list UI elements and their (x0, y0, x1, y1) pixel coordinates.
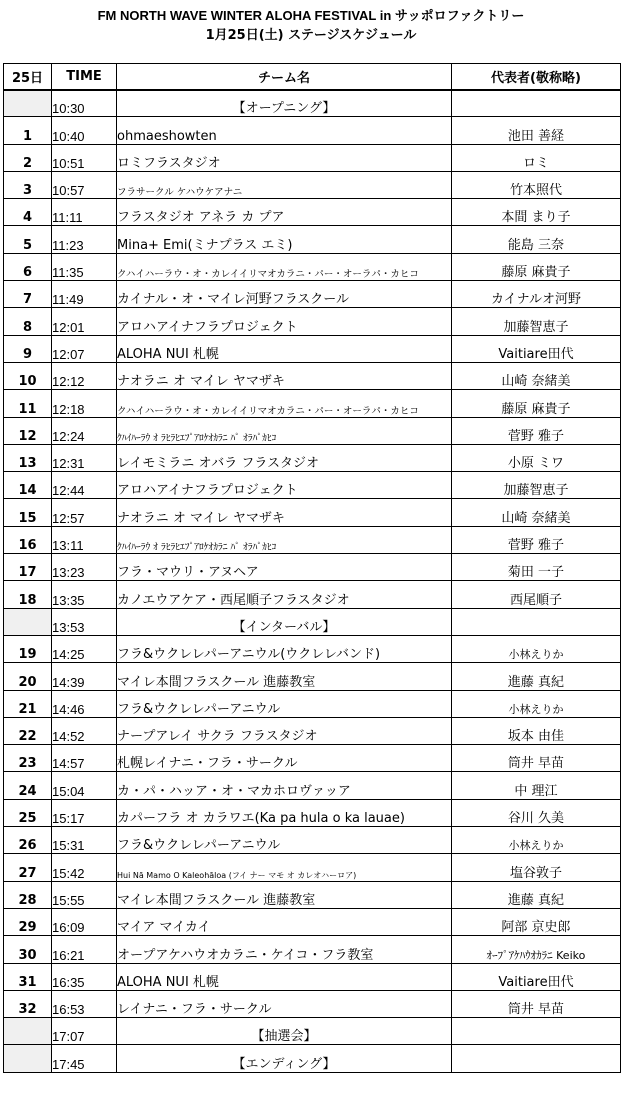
performance-time: 17:45 (52, 1045, 117, 1072)
table-row (4, 635, 621, 662)
performance-number: 30 (4, 936, 52, 963)
representative-name: 中 理江 (452, 772, 621, 799)
performance-number: 27 (4, 854, 52, 881)
team-name: ナオラニ オ マイレ ヤマザキ (117, 362, 452, 389)
performance-number: 24 (4, 772, 52, 799)
team-name: Hui Nā Mamo O Kaleohāloa (フイ ナー マモ オ カレオハーロア) (117, 854, 452, 881)
table-row (4, 281, 621, 308)
representative-name: 進藤 真紀 (452, 663, 621, 690)
performance-time: 14:25 (52, 635, 117, 662)
representative-name: 能島 三奈 (452, 226, 621, 253)
table-row (4, 226, 621, 253)
representative-name (452, 1018, 621, 1045)
team-name: 札幌レイナニ・フラ・サークル (117, 745, 452, 772)
team-name: カノエウアケア・西尾順子フラスタジオ (117, 581, 452, 608)
performance-number: 21 (4, 690, 52, 717)
performance-time: 10:57 (52, 171, 117, 198)
column-header-team: チーム名 (117, 64, 452, 90)
performance-number: 26 (4, 827, 52, 854)
table-row (4, 335, 621, 362)
table-row (4, 499, 621, 526)
representative-name: 西尾順子 (452, 581, 621, 608)
performance-number: 32 (4, 990, 52, 1017)
table-row (4, 171, 621, 198)
performance-time: 10:51 (52, 144, 117, 171)
performance-number: 20 (4, 663, 52, 690)
performance-time: 11:11 (52, 199, 117, 226)
table-row (4, 745, 621, 772)
representative-name: 坂本 由佳 (452, 717, 621, 744)
performance-number: 29 (4, 908, 52, 935)
performance-time: 12:24 (52, 417, 117, 444)
performance-time: 12:57 (52, 499, 117, 526)
performance-number: 1 (4, 117, 52, 144)
performance-time: 15:31 (52, 827, 117, 854)
performance-number: 7 (4, 281, 52, 308)
table-header-row (4, 64, 621, 90)
representative-name: 本間 まり子 (452, 199, 621, 226)
team-name: レイモミラニ オバラ フラスタジオ (117, 444, 452, 471)
table-row (4, 799, 621, 826)
team-name: レイナニ・フラ・サークル (117, 990, 452, 1017)
team-name: フラサークル ケハウケアナニ (117, 171, 452, 198)
performance-number: 9 (4, 335, 52, 362)
performance-number (4, 608, 52, 635)
table-row (4, 717, 621, 744)
representative-name: 菅野 雅子 (452, 526, 621, 553)
representative-name: 筒井 早苗 (452, 745, 621, 772)
representative-name (452, 608, 621, 635)
performance-number: 14 (4, 472, 52, 499)
performance-number (4, 1045, 52, 1072)
team-name: クハイハーラウ・オ・カレイイリマオカラニ・パー・オーラパ・カヒコ (117, 253, 452, 280)
performance-number: 5 (4, 226, 52, 253)
representative-name: カイナルオ河野 (452, 281, 621, 308)
team-name: カ・パ・ハッア・オ・マカホロヴァッア (117, 772, 452, 799)
representative-name: Vaitiare田代 (452, 335, 621, 362)
program-break-row (4, 1045, 621, 1072)
table-row (4, 472, 621, 499)
performance-time: 12:07 (52, 335, 117, 362)
performance-time: 11:35 (52, 253, 117, 280)
team-name: カイナル・オ・マイレ河野フラスクール (117, 281, 452, 308)
performance-time: 16:21 (52, 936, 117, 963)
representative-name: 竹本照代 (452, 171, 621, 198)
performance-time: 16:09 (52, 908, 117, 935)
representative-name: 筒井 早苗 (452, 990, 621, 1017)
representative-name: 塩谷敦子 (452, 854, 621, 881)
performance-number: 6 (4, 253, 52, 280)
representative-name: 加藤智恵子 (452, 308, 621, 335)
performance-time: 15:55 (52, 881, 117, 908)
performance-number: 13 (4, 444, 52, 471)
performance-number: 15 (4, 499, 52, 526)
table-row (4, 390, 621, 417)
performance-number: 16 (4, 526, 52, 553)
performance-number (4, 90, 52, 117)
representative-name (452, 1045, 621, 1072)
representative-name: 小林えりか (452, 690, 621, 717)
team-name: フラ&ウクレレパーアニウル (117, 690, 452, 717)
performance-number (4, 1018, 52, 1045)
performance-number: 11 (4, 390, 52, 417)
team-name: マイレ本間フラスクール 進藤教室 (117, 663, 452, 690)
table-row (4, 690, 621, 717)
column-header-day: 25日 (4, 64, 52, 90)
team-name: フラスタジオ アネラ カ プア (117, 199, 452, 226)
column-header-time: TIME (52, 64, 117, 90)
performance-number: 25 (4, 799, 52, 826)
performance-time: 11:23 (52, 226, 117, 253)
team-name: クハイハーラウ・オ・カレイイリマオカラニ・パー・オーラパ・カヒコ (117, 390, 452, 417)
performance-time: 14:39 (52, 663, 117, 690)
performance-number: 2 (4, 144, 52, 171)
representative-name: 菅野 雅子 (452, 417, 621, 444)
performance-time: 13:11 (52, 526, 117, 553)
performance-number: 17 (4, 554, 52, 581)
table-row (4, 144, 621, 171)
performance-number: 3 (4, 171, 52, 198)
performance-time: 10:30 (52, 90, 117, 117)
representative-name: 山崎 奈緒美 (452, 499, 621, 526)
event-title: FM NORTH WAVE WINTER ALOHA FESTIVAL in サッポロファクトリー (97, 8, 525, 23)
performance-number: 22 (4, 717, 52, 744)
representative-name: 加藤智恵子 (452, 472, 621, 499)
team-name: フラ・マウリ・アヌヘア (117, 554, 452, 581)
team-name: Mina+ Emi(ミナプラス エミ) (117, 226, 452, 253)
performance-time: 13:53 (52, 608, 117, 635)
team-name: オープアケハウオカラニ・ケイコ・フラ教室 (117, 936, 452, 963)
table-row (4, 936, 621, 963)
representative-name: ロミ (452, 144, 621, 171)
representative-name: 小林えりか (452, 827, 621, 854)
team-name: ALOHA NUI 札幌 (117, 335, 452, 362)
representative-name (452, 90, 621, 117)
table-row (4, 990, 621, 1017)
performance-time: 16:35 (52, 963, 117, 990)
team-name: ナオラニ オ マイレ ヤマザキ (117, 499, 452, 526)
performance-time: 14:46 (52, 690, 117, 717)
table-row (4, 963, 621, 990)
team-name: アロハアイナフラプロジェクト (117, 308, 452, 335)
table-row (4, 581, 621, 608)
representative-name: 進藤 真紀 (452, 881, 621, 908)
performance-number: 8 (4, 308, 52, 335)
table-row (4, 772, 621, 799)
team-name: カパーフラ オ カラワエ(Ka pa hula o ka lauae) (117, 799, 452, 826)
performance-time: 12:12 (52, 362, 117, 389)
program-break-label: 【抽選会】 (117, 1018, 452, 1045)
performance-number: 18 (4, 581, 52, 608)
table-row (4, 199, 621, 226)
program-break-label: 【オープニング】 (117, 90, 452, 117)
team-name: ohmaeshowten (117, 117, 452, 144)
performance-number: 4 (4, 199, 52, 226)
table-row (4, 362, 621, 389)
schedule-date-title: 1月25日(土) ステージスケジュール (205, 28, 417, 43)
representative-name: 小原 ミワ (452, 444, 621, 471)
program-break-row (4, 90, 621, 117)
representative-name: ｵｰﾌﾟｱｹﾊｳｵｶﾗﾆ Keiko (452, 936, 621, 963)
table-row (4, 908, 621, 935)
team-name: フラ&ウクレレパーアニウル(ウクレレバンド) (117, 635, 452, 662)
table-row (4, 554, 621, 581)
team-name: ナープアレイ サクラ フラスタジオ (117, 717, 452, 744)
team-name: ｸﾊｲﾊｰﾗｳ ｵ ﾗﾋﾗﾋｴﾌﾟｱﾛｹｵｶﾗﾆ ﾊﾟ ｵﾗﾊﾟｶﾋｺ (117, 417, 452, 444)
performance-time: 13:35 (52, 581, 117, 608)
performance-time: 10:40 (52, 117, 117, 144)
performance-number: 10 (4, 362, 52, 389)
representative-name: Vaitiare田代 (452, 963, 621, 990)
team-name: ロミフラスタジオ (117, 144, 452, 171)
team-name: アロハアイナフラプロジェクト (117, 472, 452, 499)
program-break-label: 【インターバル】 (117, 608, 452, 635)
program-break-row (4, 1018, 621, 1045)
representative-name: 山崎 奈緒美 (452, 362, 621, 389)
performance-time: 17:07 (52, 1018, 117, 1045)
performance-time: 12:44 (52, 472, 117, 499)
team-name: ｸﾊｲﾊｰﾗｳ ｵ ﾗﾋﾗﾋｴﾌﾟｱﾛｹｵｶﾗﾆ ﾊﾟ ｵﾗﾊﾟｶﾋｺ (117, 526, 452, 553)
representative-name: 池田 善経 (452, 117, 621, 144)
performance-time: 12:18 (52, 390, 117, 417)
team-name: マイレ本間フラスクール 進藤教室 (117, 881, 452, 908)
table-row (4, 526, 621, 553)
team-name: フラ&ウクレレパーアニウル (117, 827, 452, 854)
representative-name: 谷川 久美 (452, 799, 621, 826)
program-break-row (4, 608, 621, 635)
table-row (4, 417, 621, 444)
representative-name: 藤原 麻貴子 (452, 253, 621, 280)
performance-time: 13:23 (52, 554, 117, 581)
schedule-rows (4, 90, 621, 1073)
table-row (4, 117, 621, 144)
performance-number: 12 (4, 417, 52, 444)
representative-name: 菊田 一子 (452, 554, 621, 581)
performance-number: 19 (4, 635, 52, 662)
performance-number: 23 (4, 745, 52, 772)
performance-number: 31 (4, 963, 52, 990)
performance-time: 14:57 (52, 745, 117, 772)
performance-time: 14:52 (52, 717, 117, 744)
performance-time: 12:01 (52, 308, 117, 335)
performance-time: 12:31 (52, 444, 117, 471)
table-row (4, 308, 621, 335)
table-row (4, 253, 621, 280)
team-name: ALOHA NUI 札幌 (117, 963, 452, 990)
representative-name: 小林えりか (452, 635, 621, 662)
performance-time: 15:17 (52, 799, 117, 826)
performance-number: 28 (4, 881, 52, 908)
representative-name: 阿部 京史郎 (452, 908, 621, 935)
program-break-label: 【エンディング】 (117, 1045, 452, 1072)
team-name: マイア マイカイ (117, 908, 452, 935)
table-row (4, 881, 621, 908)
column-header-representative: 代表者(敬称略) (452, 64, 621, 90)
table-row (4, 854, 621, 881)
performance-time: 15:42 (52, 854, 117, 881)
table-row (4, 444, 621, 471)
table-row (4, 827, 621, 854)
performance-time: 16:53 (52, 990, 117, 1017)
performance-time: 11:49 (52, 281, 117, 308)
performance-time: 15:04 (52, 772, 117, 799)
table-row (4, 663, 621, 690)
stage-schedule-table (3, 63, 621, 1073)
representative-name: 藤原 麻貴子 (452, 390, 621, 417)
